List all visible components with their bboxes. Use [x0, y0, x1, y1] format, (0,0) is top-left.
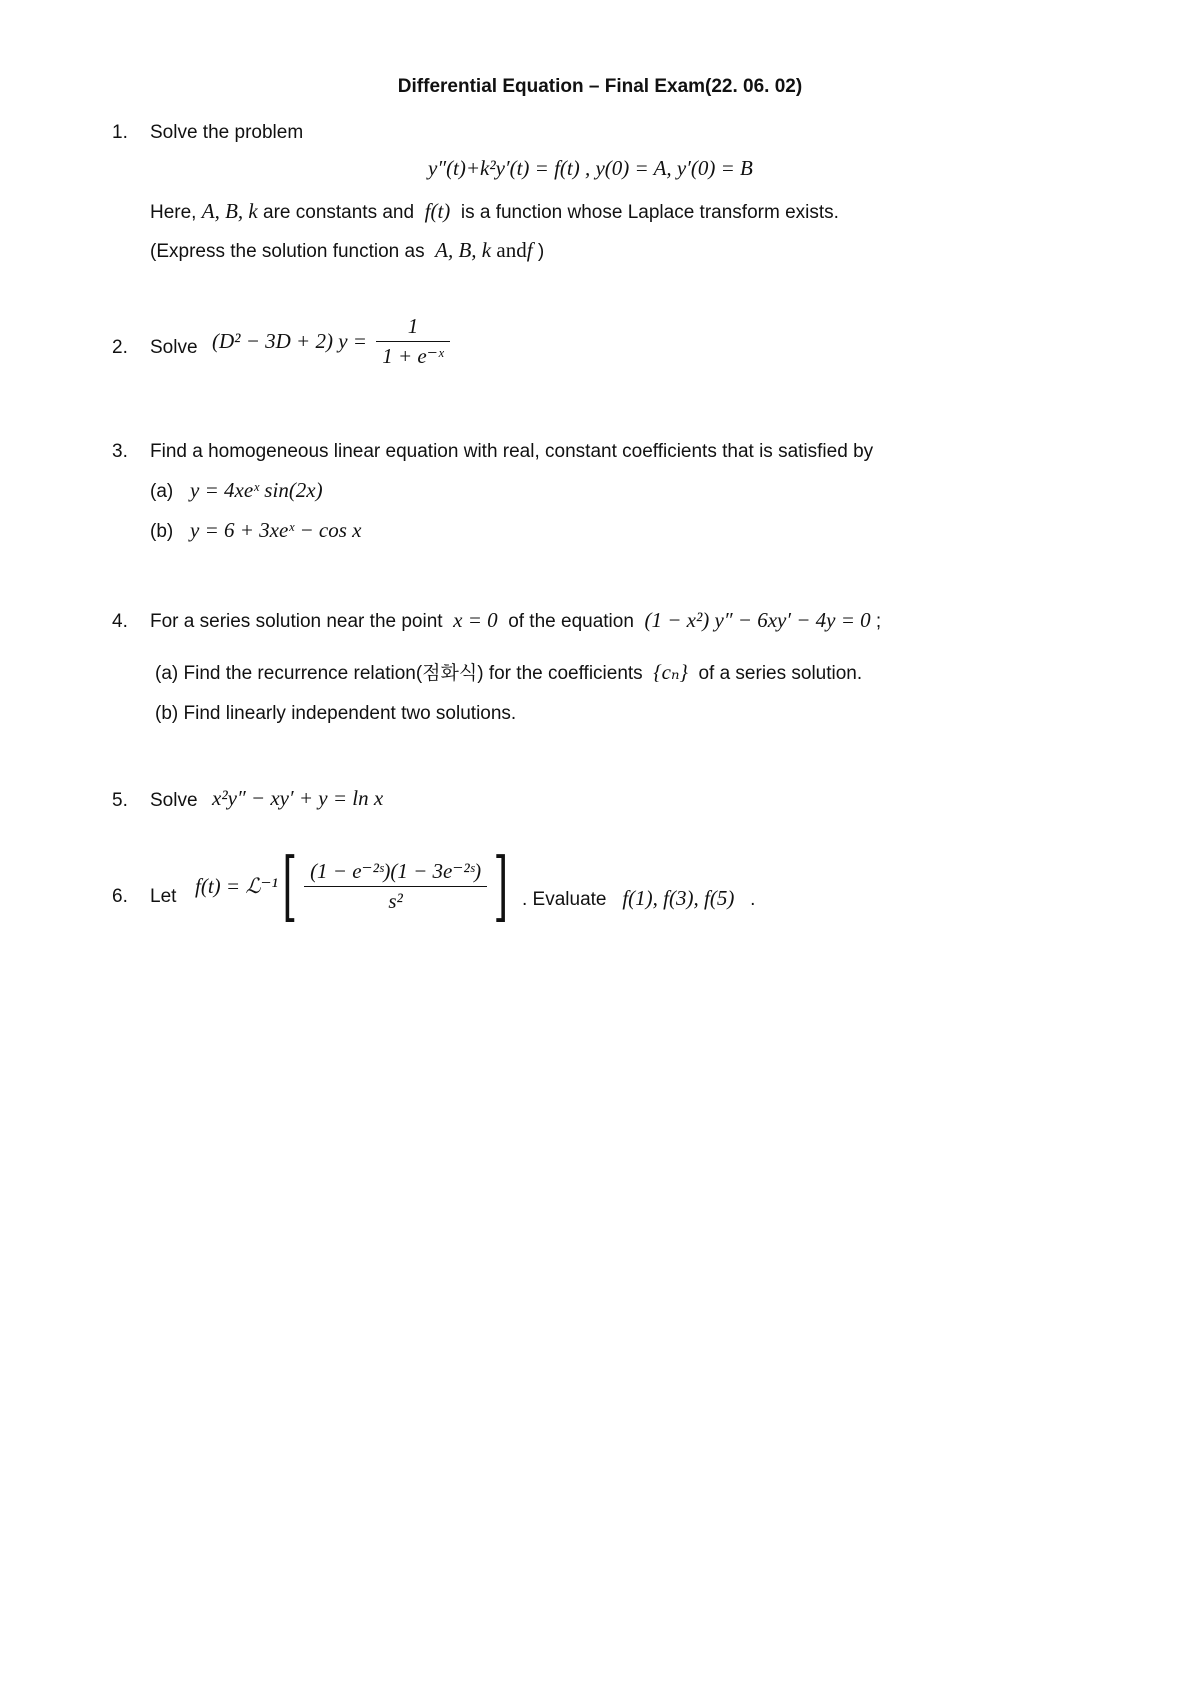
q6-values: f(1), f(3), f(5): [622, 886, 735, 910]
q4-a-coefficients: {cₙ}: [653, 660, 688, 684]
q1-express-f: f: [526, 238, 533, 262]
q5-number: 5.: [112, 790, 128, 811]
q4-semicolon: ;: [875, 611, 882, 632]
q6-fraction: [304, 859, 487, 914]
q6-right-bracket: ]: [493, 841, 509, 930]
q6-denominator: s²: [304, 886, 487, 914]
q1-express-1: (Express the solution function as: [150, 241, 425, 262]
q4-equation: (1 − x²) y″ − 6xy′ − 4y = 0: [644, 608, 871, 632]
q4-b-line: (b) Find linearly independent two solutions.: [155, 703, 517, 724]
exam-title: Differential Equation – Final Exam(22. 06. 02): [397, 76, 803, 97]
q1-equation: y″(t)+k²y′(t) = f(t) , y(0) = A, y′(0) = B: [428, 156, 753, 180]
q5-equation: x²y″ − xy′ + y = ln x: [212, 786, 384, 810]
q4-a-line: [155, 658, 862, 685]
q2-number: 2.: [112, 337, 128, 358]
q3-number: 3.: [112, 441, 128, 462]
q6-lhs: f(t) = ℒ⁻¹: [195, 873, 278, 898]
q4-a-text-1: (a) Find the recurrence relation(점화식) for the coefficients: [155, 663, 643, 684]
q1-here-ft: f(t): [424, 199, 451, 223]
q4-prompt-1: For a series solution near the point: [150, 611, 443, 632]
q1-here-2: are constants and: [263, 202, 415, 223]
q6-number: 6.: [112, 886, 128, 907]
q6-evaluate: . Evaluate: [522, 889, 607, 910]
q6-end: .: [750, 889, 756, 910]
q3-b-label: (b): [150, 521, 174, 542]
q6-left-bracket: [: [282, 841, 298, 930]
q4-number: 4.: [112, 611, 128, 632]
q2-numerator: 1: [407, 314, 419, 338]
q4-line: [150, 608, 881, 633]
q1-here-line: [150, 199, 839, 224]
q1-here-vars: A, B, k: [201, 199, 258, 223]
q2-denominator: 1 + e⁻ˣ: [376, 341, 450, 369]
q6-numerator: (1 − e⁻²ˢ)(1 − 3e⁻²ˢ): [310, 858, 482, 883]
q4-point: x = 0: [453, 608, 498, 632]
q6-evaluate-line: [522, 886, 755, 911]
q4-a-text-2: of a series solution.: [698, 663, 863, 684]
q1-number: 1.: [112, 122, 128, 143]
q1-express-vars: A, B, k: [435, 238, 492, 262]
q3-prompt: Find a homogeneous linear equation with real, constant coefficients that is satisfied by: [150, 441, 874, 462]
q5-prompt: Solve: [150, 790, 198, 811]
q3-b-expression: y = 6 + 3xeˣ − cos x: [190, 518, 362, 542]
q6-prompt: Let: [150, 886, 177, 907]
q2-fraction: [376, 314, 450, 369]
q3-a-expression: y = 4xeˣ sin(2x): [190, 478, 323, 502]
q6-expression: [195, 841, 509, 938]
q2-prompt: Solve: [150, 337, 198, 358]
q1-express-line: [150, 238, 544, 263]
q2-lhs: (D² − 3D + 2) y =: [212, 329, 367, 353]
q1-express-close: ): [537, 241, 545, 262]
q2-equation: [212, 314, 454, 369]
q1-here-3: is a function whose Laplace transform exists.: [460, 202, 839, 223]
q1-prompt: Solve the problem: [150, 122, 304, 143]
q1-here-1: Here,: [150, 202, 197, 223]
q4-prompt-2: of the equation: [508, 611, 634, 632]
q1-express-and: and: [496, 238, 527, 262]
q3-a-label: (a): [150, 481, 174, 502]
